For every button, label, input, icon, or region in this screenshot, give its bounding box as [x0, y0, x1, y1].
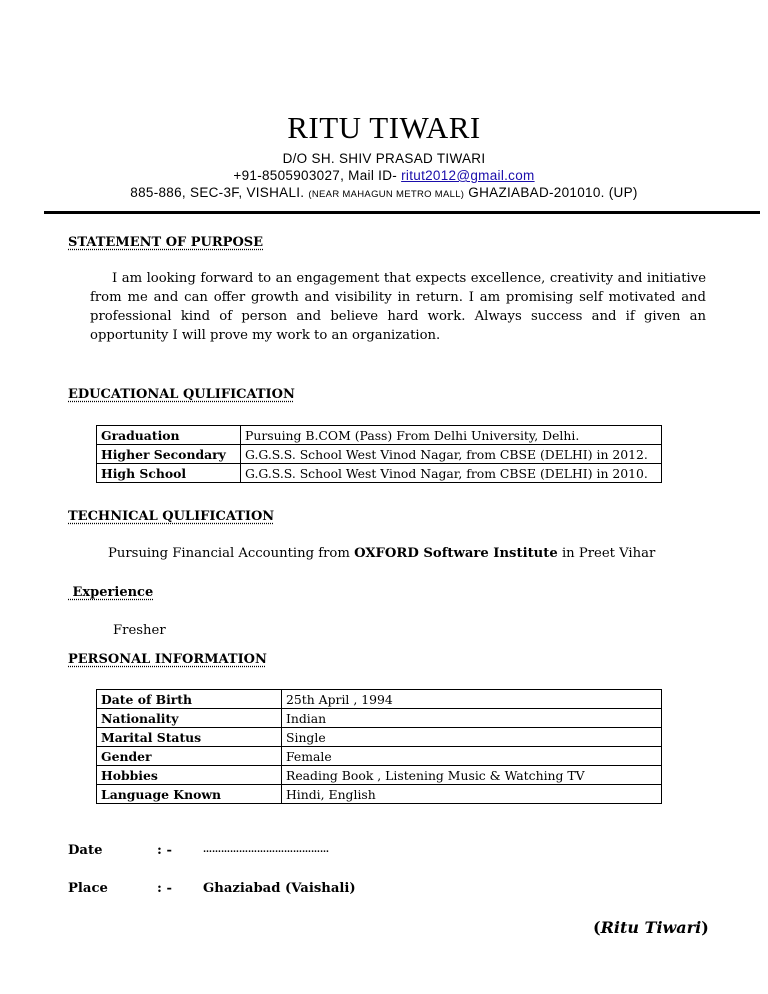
signature-open: (	[593, 918, 601, 937]
table-row	[97, 709, 662, 728]
technical-text	[108, 546, 655, 561]
table-row	[97, 426, 662, 445]
education-value: G.G.S.S. School West Vinod Nagar, from CBSE (DELHI) in 2010.	[241, 464, 662, 483]
table-row	[97, 445, 662, 464]
table-row	[97, 464, 662, 483]
technical-institute: OXFORD Software Institute	[354, 546, 558, 561]
experience-heading: Experience	[68, 585, 154, 600]
personal-table	[96, 689, 662, 804]
personal-value: Female	[282, 747, 662, 766]
address-part1: 885-886, SEC-3F, VISHALI.	[130, 185, 309, 200]
experience-value: Fresher	[113, 623, 166, 638]
phone-text: +91-8505903027, Mail ID-	[233, 168, 402, 183]
place-label: Place	[68, 881, 108, 896]
education-value: Pursuing B.COM (Pass) From Delhi University, Delhi.	[241, 426, 662, 445]
personal-value: Reading Book , Listening Music & Watching TV	[282, 766, 662, 785]
personal-label: Date of Birth	[97, 690, 282, 709]
education-table	[96, 425, 662, 483]
date-colon: : -	[157, 843, 172, 858]
table-row	[97, 728, 662, 747]
personal-heading: PERSONAL INFORMATION	[68, 652, 267, 667]
education-heading: EDUCATIONAL QULIFICATION	[68, 387, 295, 402]
personal-value: Single	[282, 728, 662, 747]
purpose-heading: STATEMENT OF PURPOSE	[68, 235, 264, 250]
address-line	[0, 185, 768, 200]
signature-close: )	[701, 918, 709, 937]
technical-prefix: Pursuing Financial Accounting from	[108, 546, 355, 561]
table-row	[97, 690, 662, 709]
personal-label: Gender	[97, 747, 282, 766]
header-divider	[44, 211, 760, 214]
table-row	[97, 766, 662, 785]
signature	[593, 918, 709, 937]
personal-value: Hindi, English	[282, 785, 662, 804]
personal-label: Nationality	[97, 709, 282, 728]
candidate-name: RITU TIWARI	[287, 110, 481, 145]
date-value: ……………………………………	[203, 845, 329, 855]
place-colon: : -	[157, 881, 172, 896]
place-value: Ghaziabad (Vaishali)	[203, 881, 356, 896]
date-label: Date	[68, 843, 103, 858]
personal-label: Language Known	[97, 785, 282, 804]
address-landmark: (NEAR MAHAGUN METRO MALL)	[308, 189, 465, 200]
contact-line	[0, 168, 768, 183]
education-label: Higher Secondary	[97, 445, 241, 464]
education-value: G.G.S.S. School West Vinod Nagar, from CBSE (DELHI) in 2012.	[241, 445, 662, 464]
technical-suffix: in Preet Vihar	[557, 546, 656, 561]
purpose-text: I am looking forward to an engagement that expects excellence, creativity and initiative from me and can offer growth and visibility in return. I am promising self motivated and professional kind of person and believe hard work. Always success and if given an opportunity I will prove my work to an organization.	[90, 271, 706, 343]
technical-heading: TECHNICAL QULIFICATION	[68, 509, 275, 524]
personal-value: 25th April , 1994	[282, 690, 662, 709]
father-name: D/O SH. SHIV PRASAD TIWARI	[282, 151, 486, 166]
personal-value: Indian	[282, 709, 662, 728]
table-row	[97, 747, 662, 766]
education-label: Graduation	[97, 426, 241, 445]
email-link[interactable]: ritut2012@gmail.com	[401, 168, 535, 183]
personal-label: Marital Status	[97, 728, 282, 747]
signature-name: Ritu Tiwari	[600, 918, 702, 937]
personal-label: Hobbies	[97, 766, 282, 785]
table-row	[97, 785, 662, 804]
address-part2: GHAZIABAD-201010. (UP)	[464, 185, 638, 200]
education-label: High School	[97, 464, 241, 483]
